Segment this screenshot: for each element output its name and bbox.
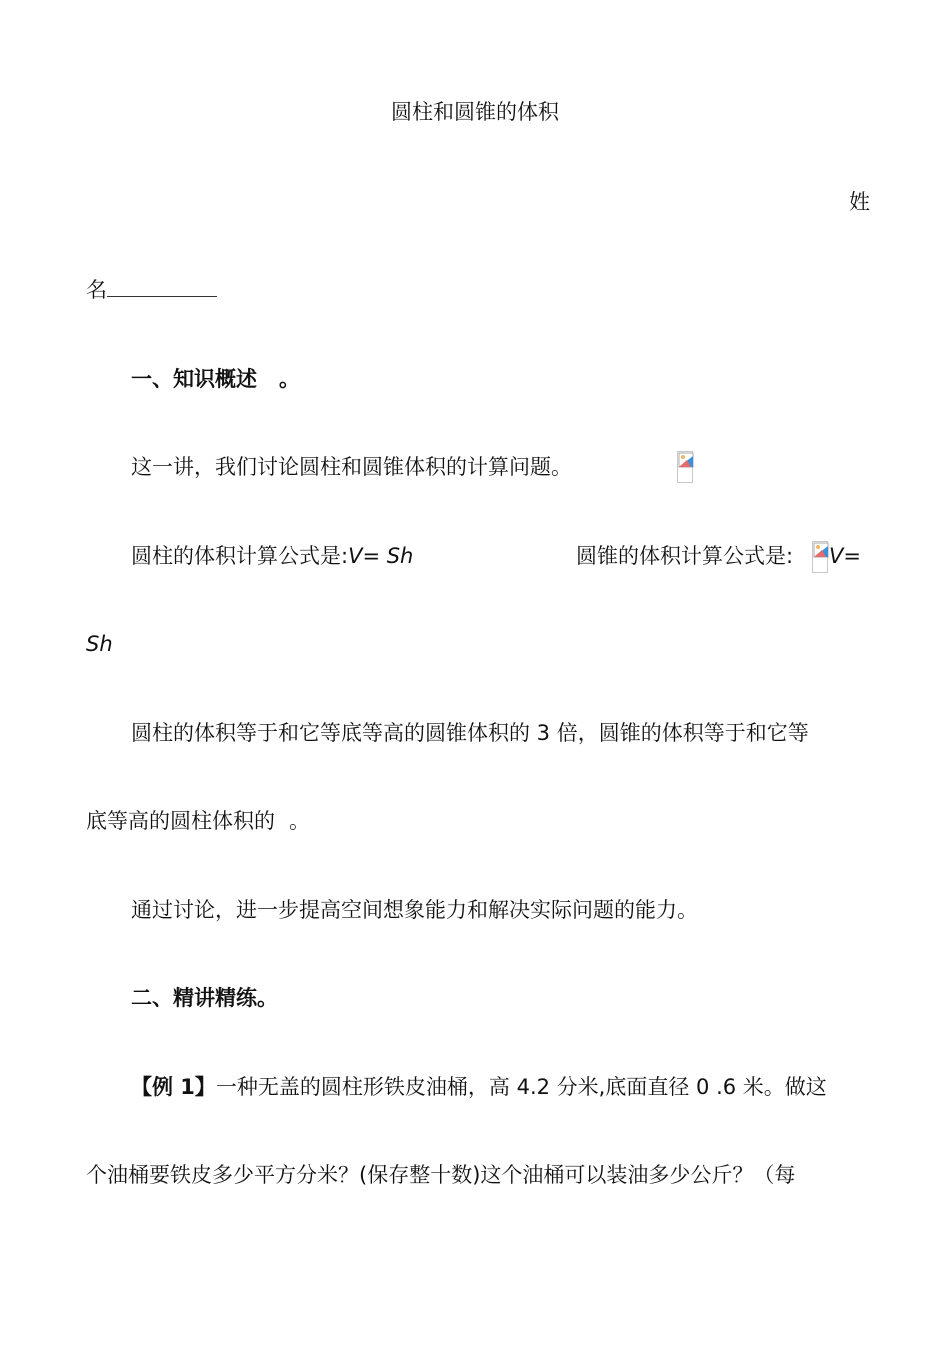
cone-formula-sh: Sh (86, 632, 113, 656)
cone-formula-label: 圆锥的体积计算公式是: (576, 544, 794, 568)
name-blank-line[interactable] (107, 278, 217, 297)
section2-heading: 二、精讲精练。 (131, 986, 278, 1010)
name-label-part1: 姓 (849, 190, 870, 214)
example1-text-line1: 一种无盖的圆柱形铁皮油桶，高 4.2 分米,底面直径 0 .6 米。做这 (215, 1075, 827, 1099)
example1-label: 【例 1】 (131, 1075, 216, 1099)
para-relation-line2-tail: 。 (289, 809, 310, 833)
name-field-row (86, 275, 217, 305)
section1-heading-tail: 。 (279, 367, 300, 391)
broken-image-icon (812, 541, 828, 573)
cone-formula-v: V= (829, 544, 861, 568)
para-relation-line2-text: 底等高的圆柱体积的 (86, 809, 275, 833)
para-relation-line1: 圆柱的体积等于和它等底等高的圆锥体积的 3 倍，圆锥的体积等于和它等 (131, 721, 809, 745)
document-title: 圆柱和圆锥的体积 (391, 100, 559, 124)
cylinder-formula-label: 圆柱的体积计算公式是: (131, 544, 349, 568)
para-intro: 这一讲，我们讨论圆柱和圆锥体积的计算问题。 (131, 455, 572, 479)
example1-line2: 个油桶要铁皮多少平方分米？(保存整十数)这个油桶可以装油多少公斤？（每 (86, 1163, 796, 1187)
cylinder-formula: V= Sh (348, 544, 414, 568)
broken-image-icon (677, 451, 693, 483)
example1-line1 (131, 1072, 827, 1102)
cylinder-formula-row (131, 541, 413, 571)
section1-heading (131, 364, 300, 394)
section1-heading-text: 一、知识概述 (131, 367, 257, 391)
para-relation-line2 (86, 806, 310, 836)
name-label-part2: 名 (86, 278, 107, 302)
para-goal: 通过讨论，进一步提高空间想象能力和解决实际问题的能力。 (131, 898, 698, 922)
